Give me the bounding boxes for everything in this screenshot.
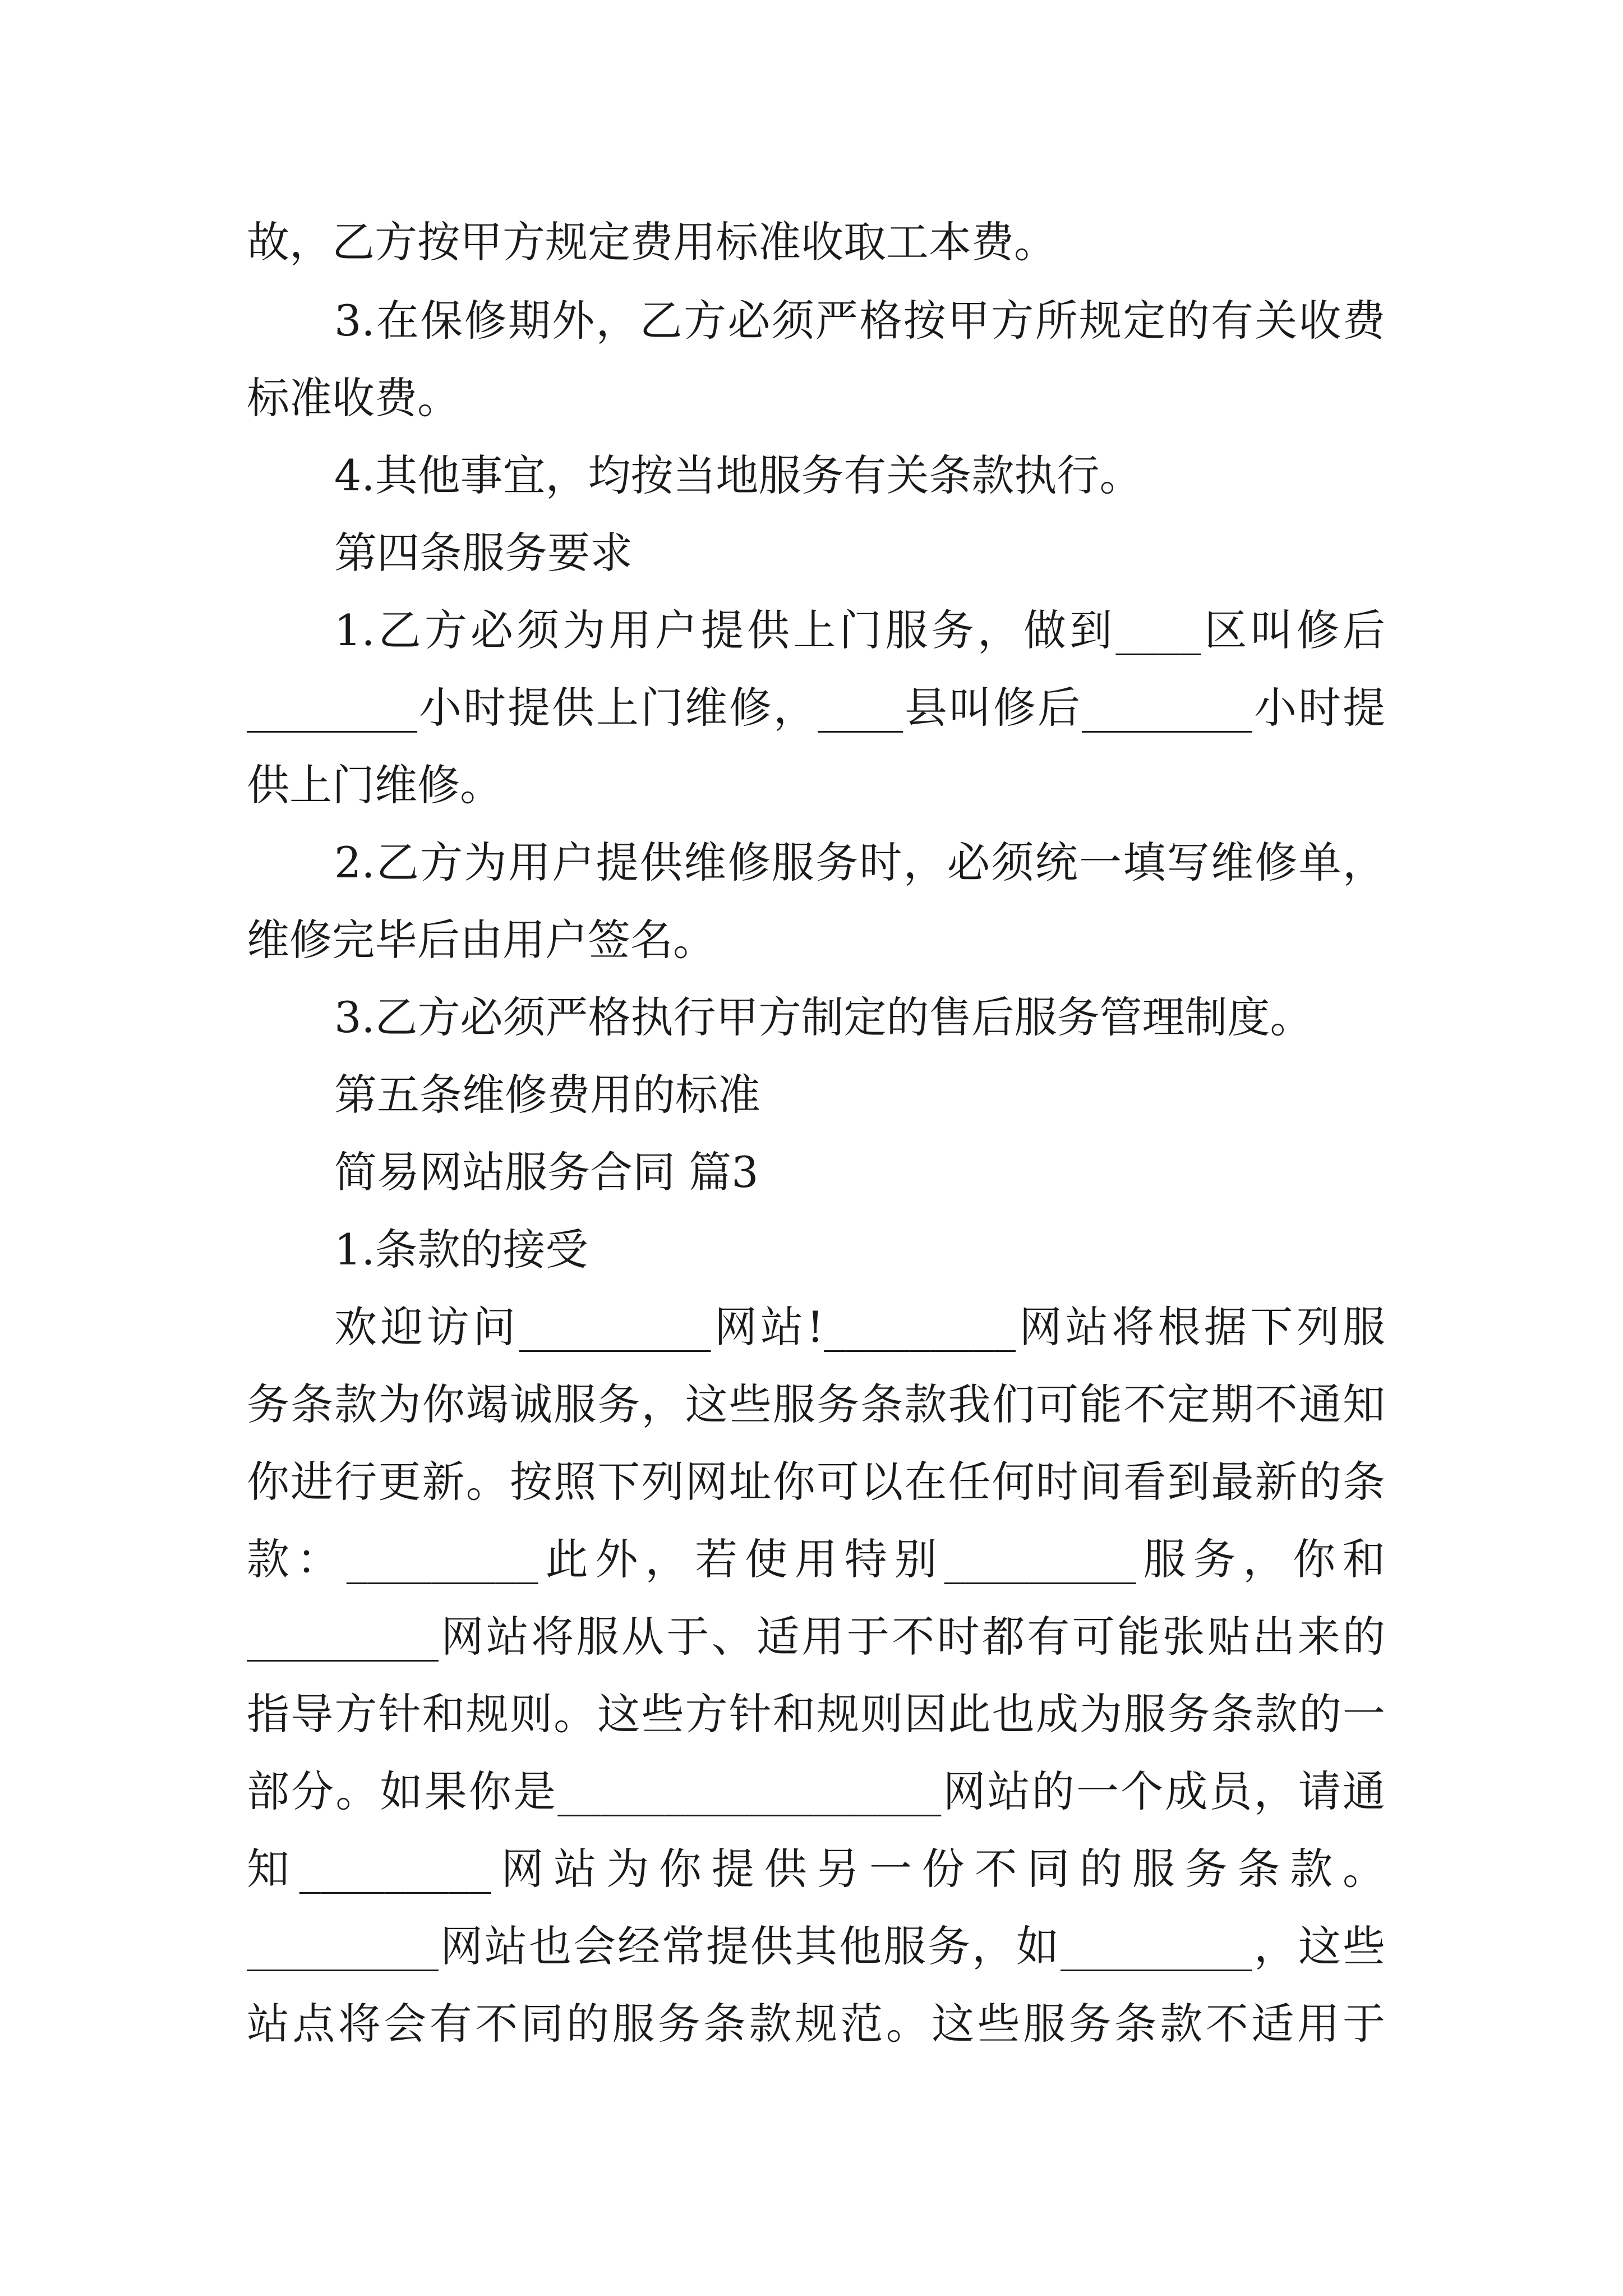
text-line: 知_________网站为你提供另一份不同的服务条款。 bbox=[247, 1844, 1385, 1894]
text-line: 供上门维修。 bbox=[247, 760, 502, 810]
text-line: 指导方针和规则。这些方针和规则因此也成为服务条款的一 bbox=[247, 1689, 1385, 1739]
text-line: _________网站也会经常提供其他服务，如_________，这些 bbox=[247, 1921, 1385, 1971]
text-line: 3.在保修期外，乙方必须严格按甲方所规定的有关收费 bbox=[334, 296, 1385, 346]
text-line: 部分。如果你是__________________网站的一个成员，请通 bbox=[247, 1766, 1385, 1816]
text-line: 故，乙方按甲方规定费用标准收取工本费。 bbox=[247, 217, 1057, 267]
text-line: 款：_________此外，若使用特别_________服务，你和 bbox=[247, 1534, 1385, 1584]
text-line: ________小时提供上门维修，____县叫修后________小时提 bbox=[247, 683, 1385, 733]
text-line: 务条款为你竭诚服务，这些服务条款我们可能不定期不通知 bbox=[247, 1379, 1385, 1429]
text-line: 标准收费。 bbox=[247, 373, 460, 423]
text-line: _________网站将服从于、适用于不时都有可能张贴出来的 bbox=[247, 1612, 1385, 1662]
section-heading: 第四条服务要求 bbox=[334, 528, 633, 578]
text-line: 你进行更新。按照下列网址你可以在任何时间看到最新的条 bbox=[247, 1457, 1385, 1507]
text-line: 4.其他事宜，均按当地服务有关条款执行。 bbox=[334, 450, 1142, 500]
text-line: 维修完毕后由用户签名。 bbox=[247, 915, 716, 965]
section-heading: 简易网站服务合同 篇3 bbox=[334, 1147, 759, 1197]
text-line: 站点将会有不同的服务条款规范。这些服务条款不适用于 bbox=[247, 1999, 1385, 2049]
section-heading: 1.条款的接受 bbox=[334, 1225, 588, 1274]
text-line: 2.乙方为用户提供维修服务时，必须统一填写维修单， bbox=[334, 838, 1385, 887]
section-heading: 第五条维修费用的标准 bbox=[334, 1070, 760, 1120]
text-line: 欢迎访问_________网站!_________网站将根据下列服 bbox=[334, 1302, 1385, 1352]
text-line: 1.乙方必须为用户提供上门服务，做到____区叫修后 bbox=[334, 605, 1385, 655]
text-line: 3.乙方必须严格执行甲方制定的售后服务管理制度。 bbox=[334, 992, 1313, 1042]
